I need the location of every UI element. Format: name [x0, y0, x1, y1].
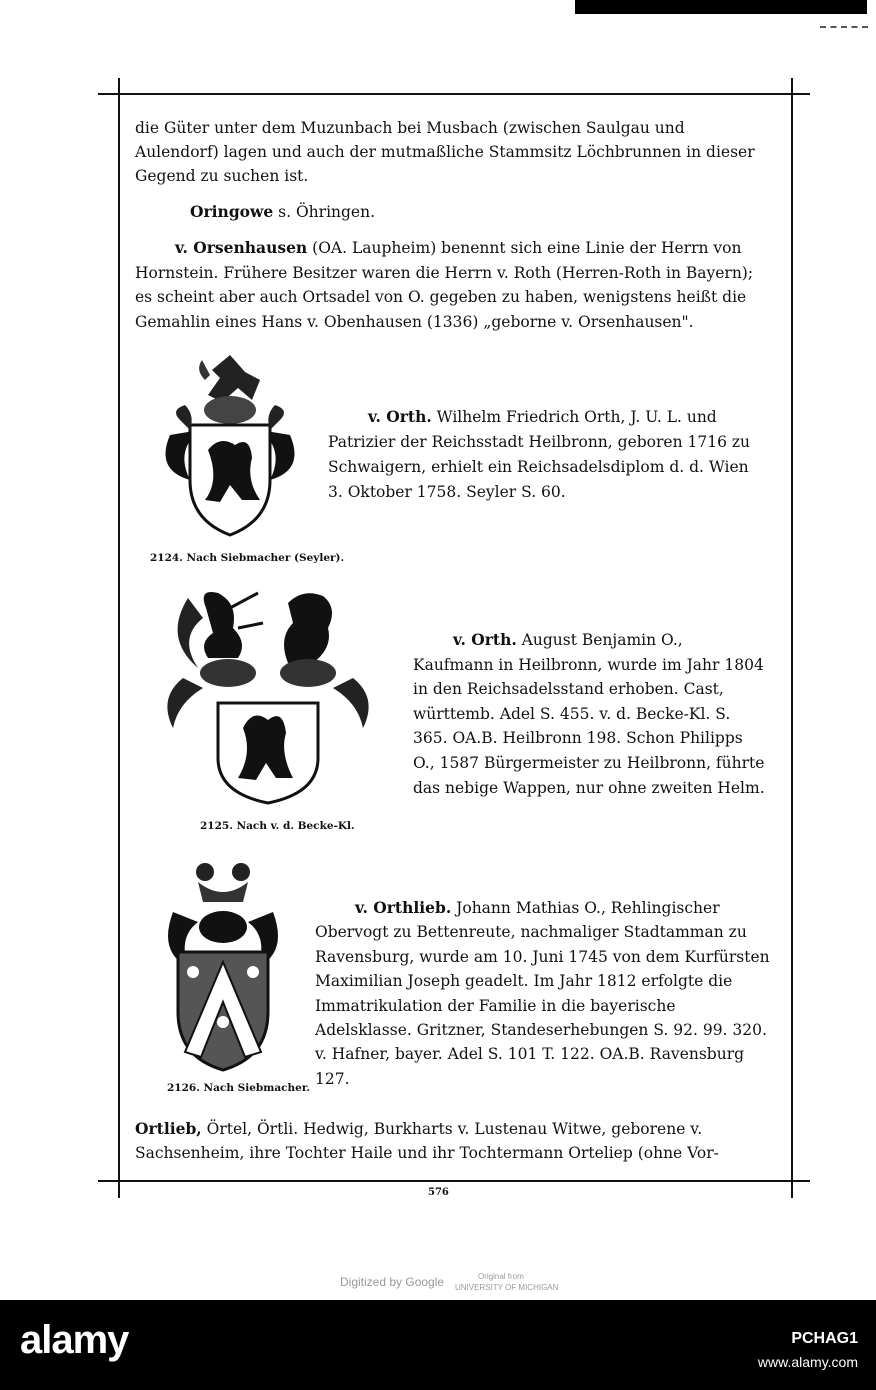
entry-orthlieb-name: v. Orthlieb.	[355, 898, 452, 917]
digitized-by-watermark: Digitized by Google	[340, 1275, 445, 1289]
entry-ortlieb-text: Örtel, Örtli. Hedwig, Burkharts v. Lustenau Witwe, geborene v. Sachsenheim, ihre Tochter Haile und ihr Tochtermann Orteliep (ohne Vor-	[135, 1120, 719, 1162]
figure-2126-caption: 2126. Nach Siebmacher.	[167, 1082, 311, 1094]
entry-orth-1	[328, 404, 768, 505]
paragraph-muzunbach: die Güter unter dem Muzunbach bei Musbach (zwischen Saulgau und Aulendorf) lagen und auch der mutmaßliche Stammsitz Löchbrunnen in dieser Gegend zu suchen ist.	[135, 119, 755, 185]
coat-of-arms-2124	[150, 350, 310, 540]
scan-top-edge	[575, 0, 867, 14]
entry-orth-2-name: v. Orth.	[453, 630, 517, 649]
page-number: 576	[428, 1187, 449, 1198]
entry-ortlieb	[135, 1117, 765, 1165]
frame-right-rule	[791, 78, 793, 1198]
frame-top-rule	[98, 93, 810, 95]
university-watermark: UNIVERSITY OF MICHIGAN	[455, 1283, 559, 1292]
entry-ortlieb-name: Ortlieb,	[135, 1119, 202, 1138]
frame-bottom-rule	[98, 1180, 810, 1182]
stock-banner	[0, 1300, 876, 1390]
entry-orth-2	[413, 628, 768, 800]
coat-of-arms-2125	[158, 588, 378, 808]
figure-2125-caption: 2125. Nach v. d. Becke-Kl.	[200, 820, 355, 832]
stock-image-id: PCHAG1	[791, 1330, 858, 1347]
entry-orthlieb-text: Johann Mathias O., Rehlingischer Obervogt zu Bettenreute, nachmaliger Stadtamman zu Ravensburg, wurde am 10. Juni 1745 von dem Kurfürsten Maximilian Joseph geadelt. Im Jahr 1812 erfolgte die Immatrikulation der Familie in die bayerische Adelsklasse. Gritzner, Standeserhebungen S. 92. 99. 320. v. Hafner, bayer. Adel S. 101 T. 122. OA.B. Ravensburg 127.	[315, 899, 770, 1088]
entry-orsenhausen-name: v. Orsenhausen	[175, 238, 308, 257]
entry-orsenhausen-text: (OA. Laupheim) benennt sich eine Linie der Herrn von Hornstein. Frühere Besitzer waren die Herrn v. Roth (Herren-Roth in Bayern); es scheint aber auch Ortsadel von O. gegeben zu haben, wenigstens heißt die Gemahlin eines Hans v. Obenhausen (1336) „geborne v. Orsenhausen".	[135, 239, 754, 331]
entry-orth-1-text: Wilhelm Friedrich Orth, J. U. L. und Patrizier der Reichsstadt Heilbronn, geboren 1716 zu Schwaigern, erhielt ein Reichsadelsdiplom d. d. Wien 3. Oktober 1758. Seyler S. 60.	[328, 408, 751, 501]
entry-oringowe-name: Oringowe	[190, 202, 274, 221]
entry-oringowe	[190, 200, 760, 225]
scan-top-mark	[820, 26, 868, 30]
coat-of-arms-2126	[163, 852, 283, 1072]
figure-2124-caption: 2124. Nach Siebmacher (Seyler).	[150, 552, 345, 564]
stock-url: www.alamy.com	[757, 1354, 858, 1370]
stock-logo: alamy	[20, 1318, 129, 1362]
entry-oringowe-text: s. Öhringen.	[278, 203, 376, 221]
entry-orth-1-name: v. Orth.	[368, 407, 432, 426]
entry-orth-2-text: August Benjamin O., Kaufmann in Heilbronn, wurde im Jahr 1804 in den Reichsadelsstand erhoben. Cast, württemb. Adel S. 455. v. d. Becke-Kl. S. 365. OA.B. Heilbronn 198. Schon Philipps O., 1587 Bürgermeister zu Heilbronn, führte das nebige Wappen, nur ohne zweiten Helm.	[413, 631, 765, 797]
entry-orsenhausen	[135, 236, 763, 334]
original-from-watermark: Original from	[478, 1272, 524, 1281]
frame-left-rule	[118, 78, 120, 1198]
entry-orthlieb	[315, 896, 770, 1091]
